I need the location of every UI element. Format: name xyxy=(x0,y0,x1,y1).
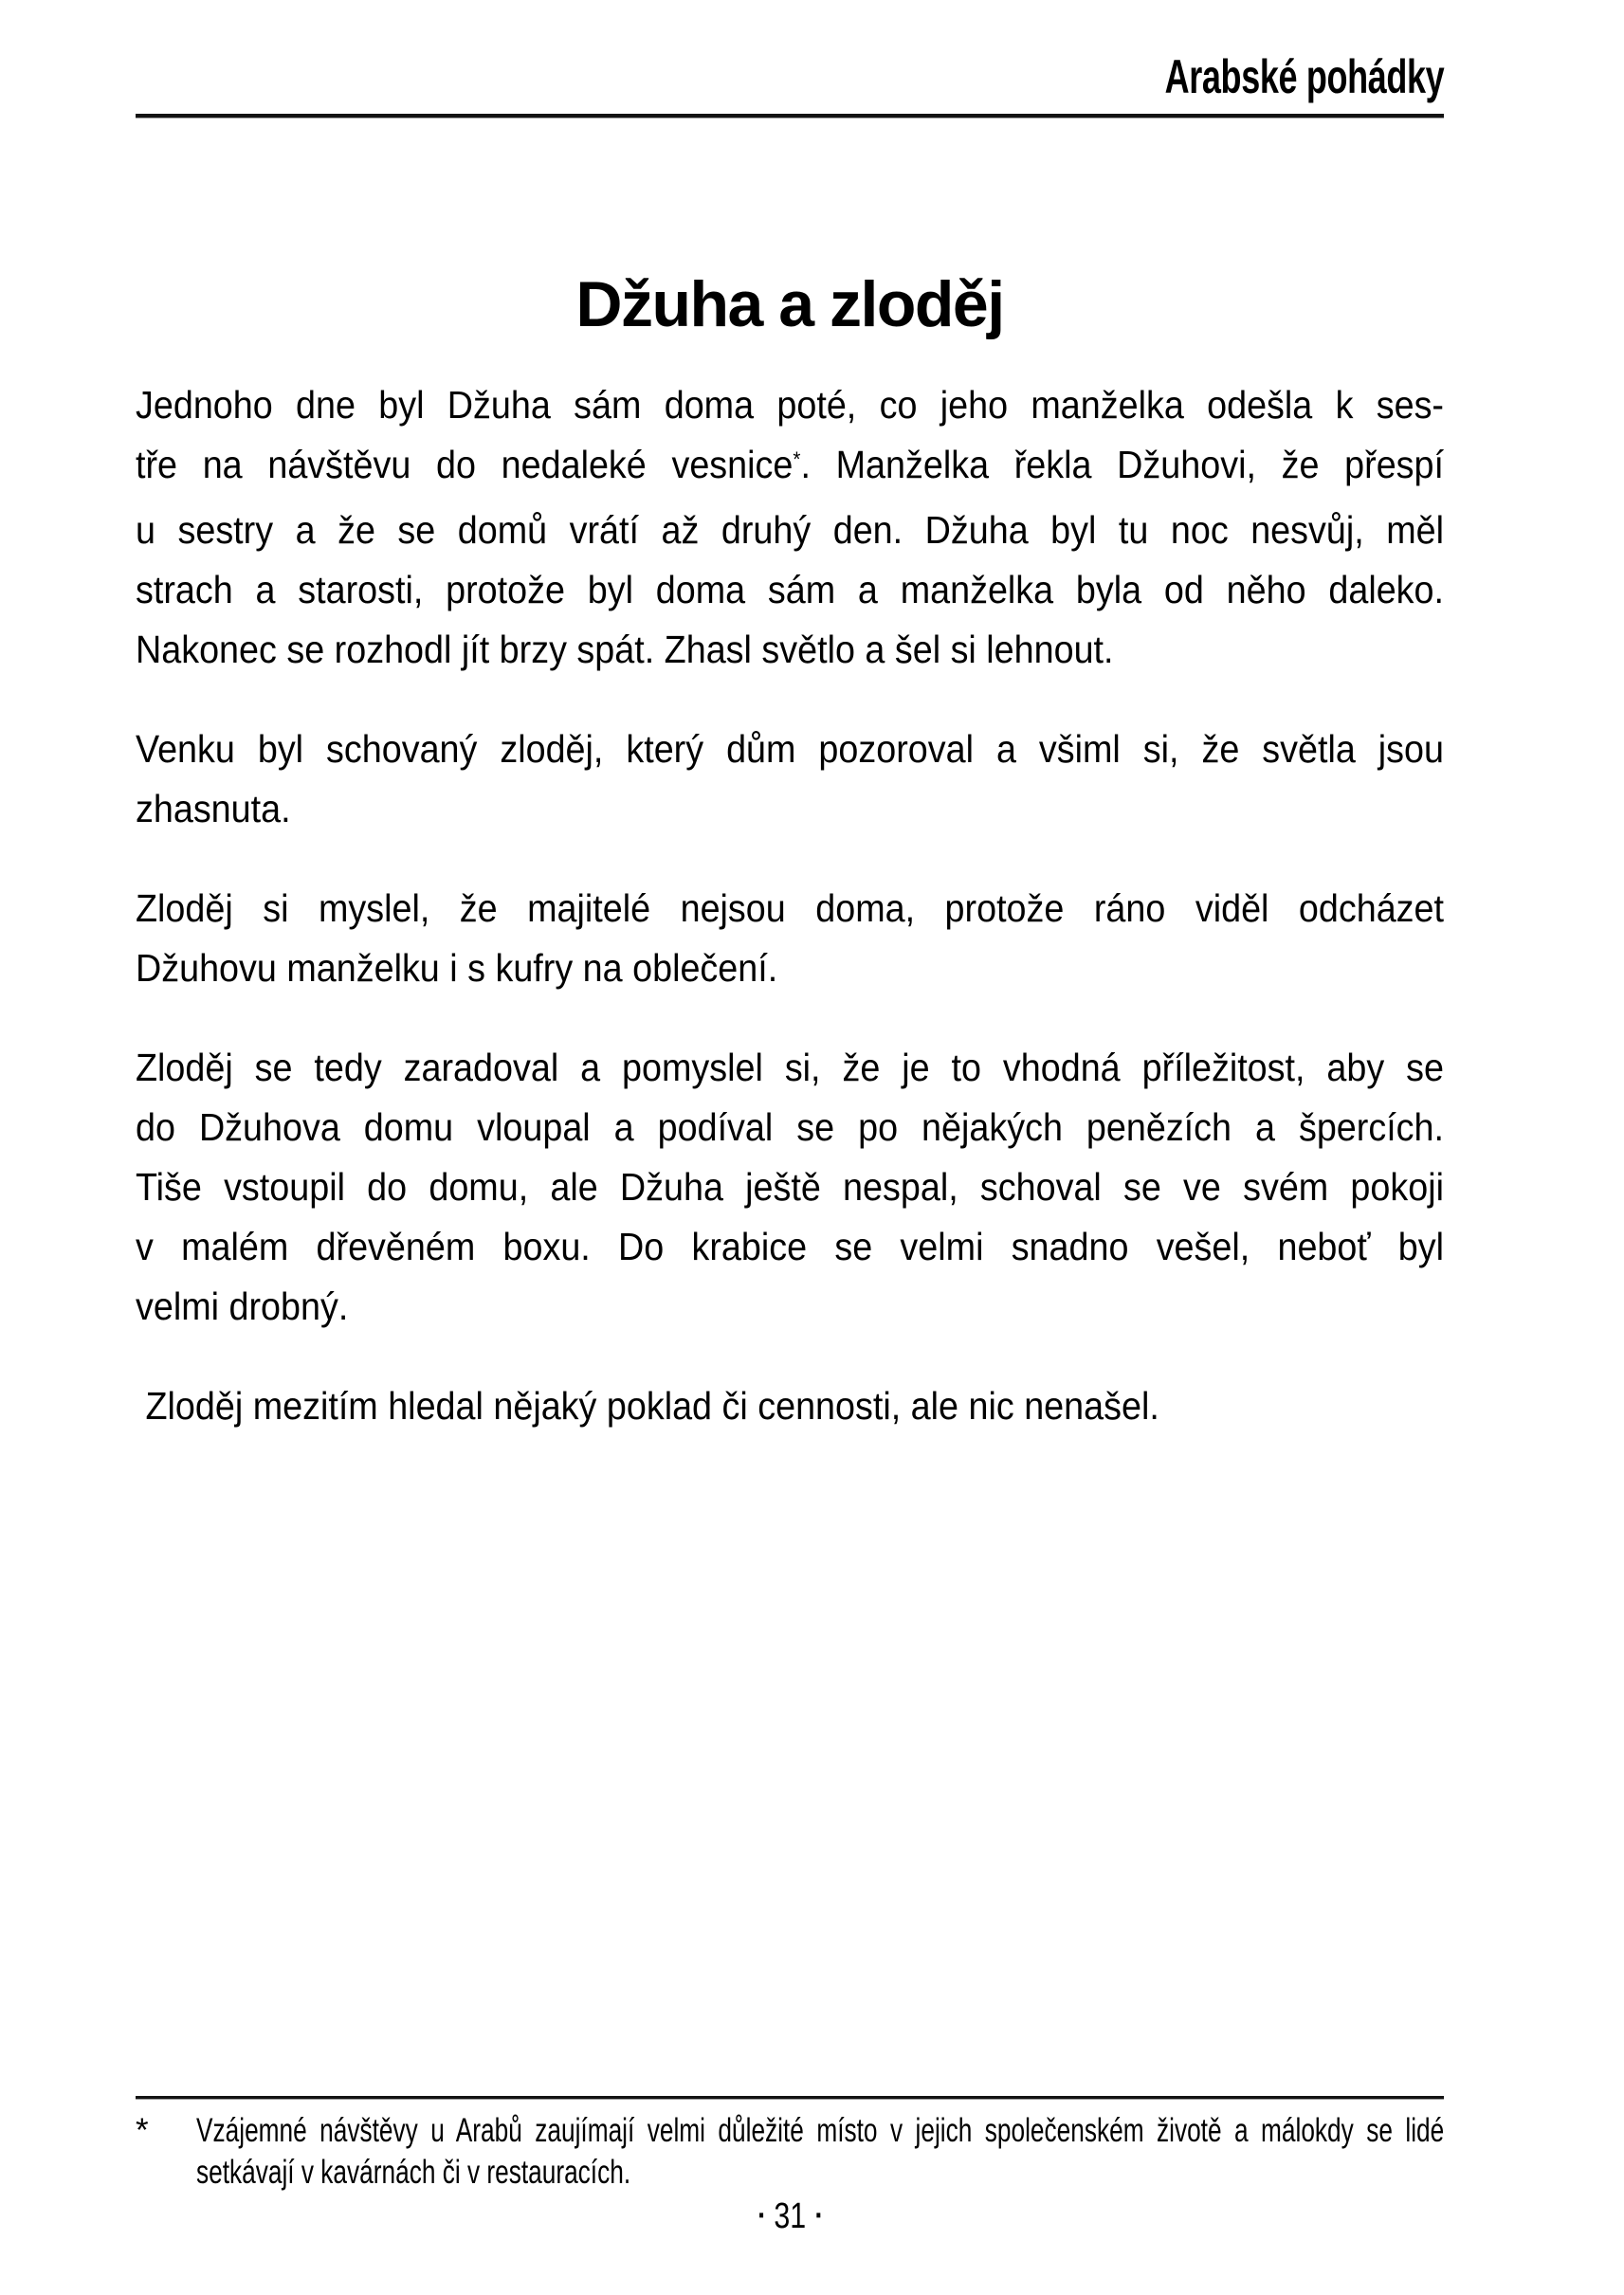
footnote xyxy=(136,2110,1444,2194)
paragraph-line: velmi drobný. xyxy=(136,1284,349,1328)
paragraph-line: tře na návštěvu do nedaleké vesnice*. Manželka řekla Džuhovi, že přespí xyxy=(136,443,1444,486)
page-number-value: 31 xyxy=(774,2196,806,2236)
page-number-right-square: ▪ xyxy=(815,2205,821,2226)
footnote-rule xyxy=(136,2096,1444,2100)
story-paragraph xyxy=(136,1038,1444,1337)
paragraph-line: zhasnuta. xyxy=(136,787,291,830)
running-header xyxy=(136,52,1444,101)
paragraph-line: Zloděj se tedy zaradoval a pomyslel si, že je to vhodná příležitost, aby se xyxy=(136,1046,1444,1089)
paragraph-line: do Džuhova domu vloupal a podíval se po nějakých penězích a špercích. xyxy=(136,1105,1444,1149)
paragraph-line: Nakonec se rozhodl jít brzy spát. Zhasl světlo a šel si lehnout. xyxy=(136,628,1114,671)
paragraph-line: u sestry a že se domů vrátí až druhý den. Džuha byl tu noc nesvůj, měl xyxy=(136,508,1444,552)
page-number-inner xyxy=(758,2195,821,2243)
story-body xyxy=(136,375,1444,1476)
page-number-left-square: ▪ xyxy=(758,2205,764,2226)
footnote-line: setkávají v kavárnách či v restauracích. xyxy=(196,2154,631,2191)
page-number xyxy=(136,2195,1444,2243)
footnote-line: Vzájemné návštěvy u Arabů zaujímají velmi důležité místo v jejich společenském životě a málokdy se lidé xyxy=(196,2112,1445,2149)
footnote-text xyxy=(196,2110,1444,2194)
footnote-marker: * xyxy=(136,2112,149,2149)
paragraph-line: strach a starosti, protože byl doma sám a manželka byla od něho daleko. xyxy=(136,568,1444,611)
footnote-reference-asterisk: * xyxy=(793,446,801,471)
story-paragraph xyxy=(136,375,1444,680)
running-header-text: Arabské pohádky xyxy=(1164,50,1444,103)
paragraph-line: Tiše vstoupil do domu, ale Džuha ještě nespal, schoval se ve svém pokoji xyxy=(136,1165,1444,1209)
story-paragraph xyxy=(136,879,1444,998)
story-paragraph xyxy=(136,1376,1444,1436)
paragraph-line: Venku byl schovaný zloděj, který dům pozoroval a všiml si, že světla jsou xyxy=(136,727,1444,771)
paragraph-line: Zloděj mezitím hledal nějaký poklad či cennosti, ale nic nenašel. xyxy=(136,1384,1159,1428)
story-paragraph xyxy=(136,719,1444,839)
paragraph-line: Džuhovu manželku i s kufry na oblečení. xyxy=(136,946,778,990)
header-rule xyxy=(136,114,1444,118)
paragraph-line: Jednoho dne byl Džuha sám doma poté, co jeho manželka odešla k ses- xyxy=(136,383,1444,427)
footnote-text-wrap xyxy=(196,2110,1444,2194)
paragraph-line: Zloděj si myslel, že majitelé nejsou doma, protože ráno viděl odcházet xyxy=(136,886,1444,930)
paragraph-line: v malém dřevěném boxu. Do krabice se velmi snadno vešel, neboť byl xyxy=(136,1225,1444,1268)
story-title: Džuha a zloděj xyxy=(575,267,1004,340)
